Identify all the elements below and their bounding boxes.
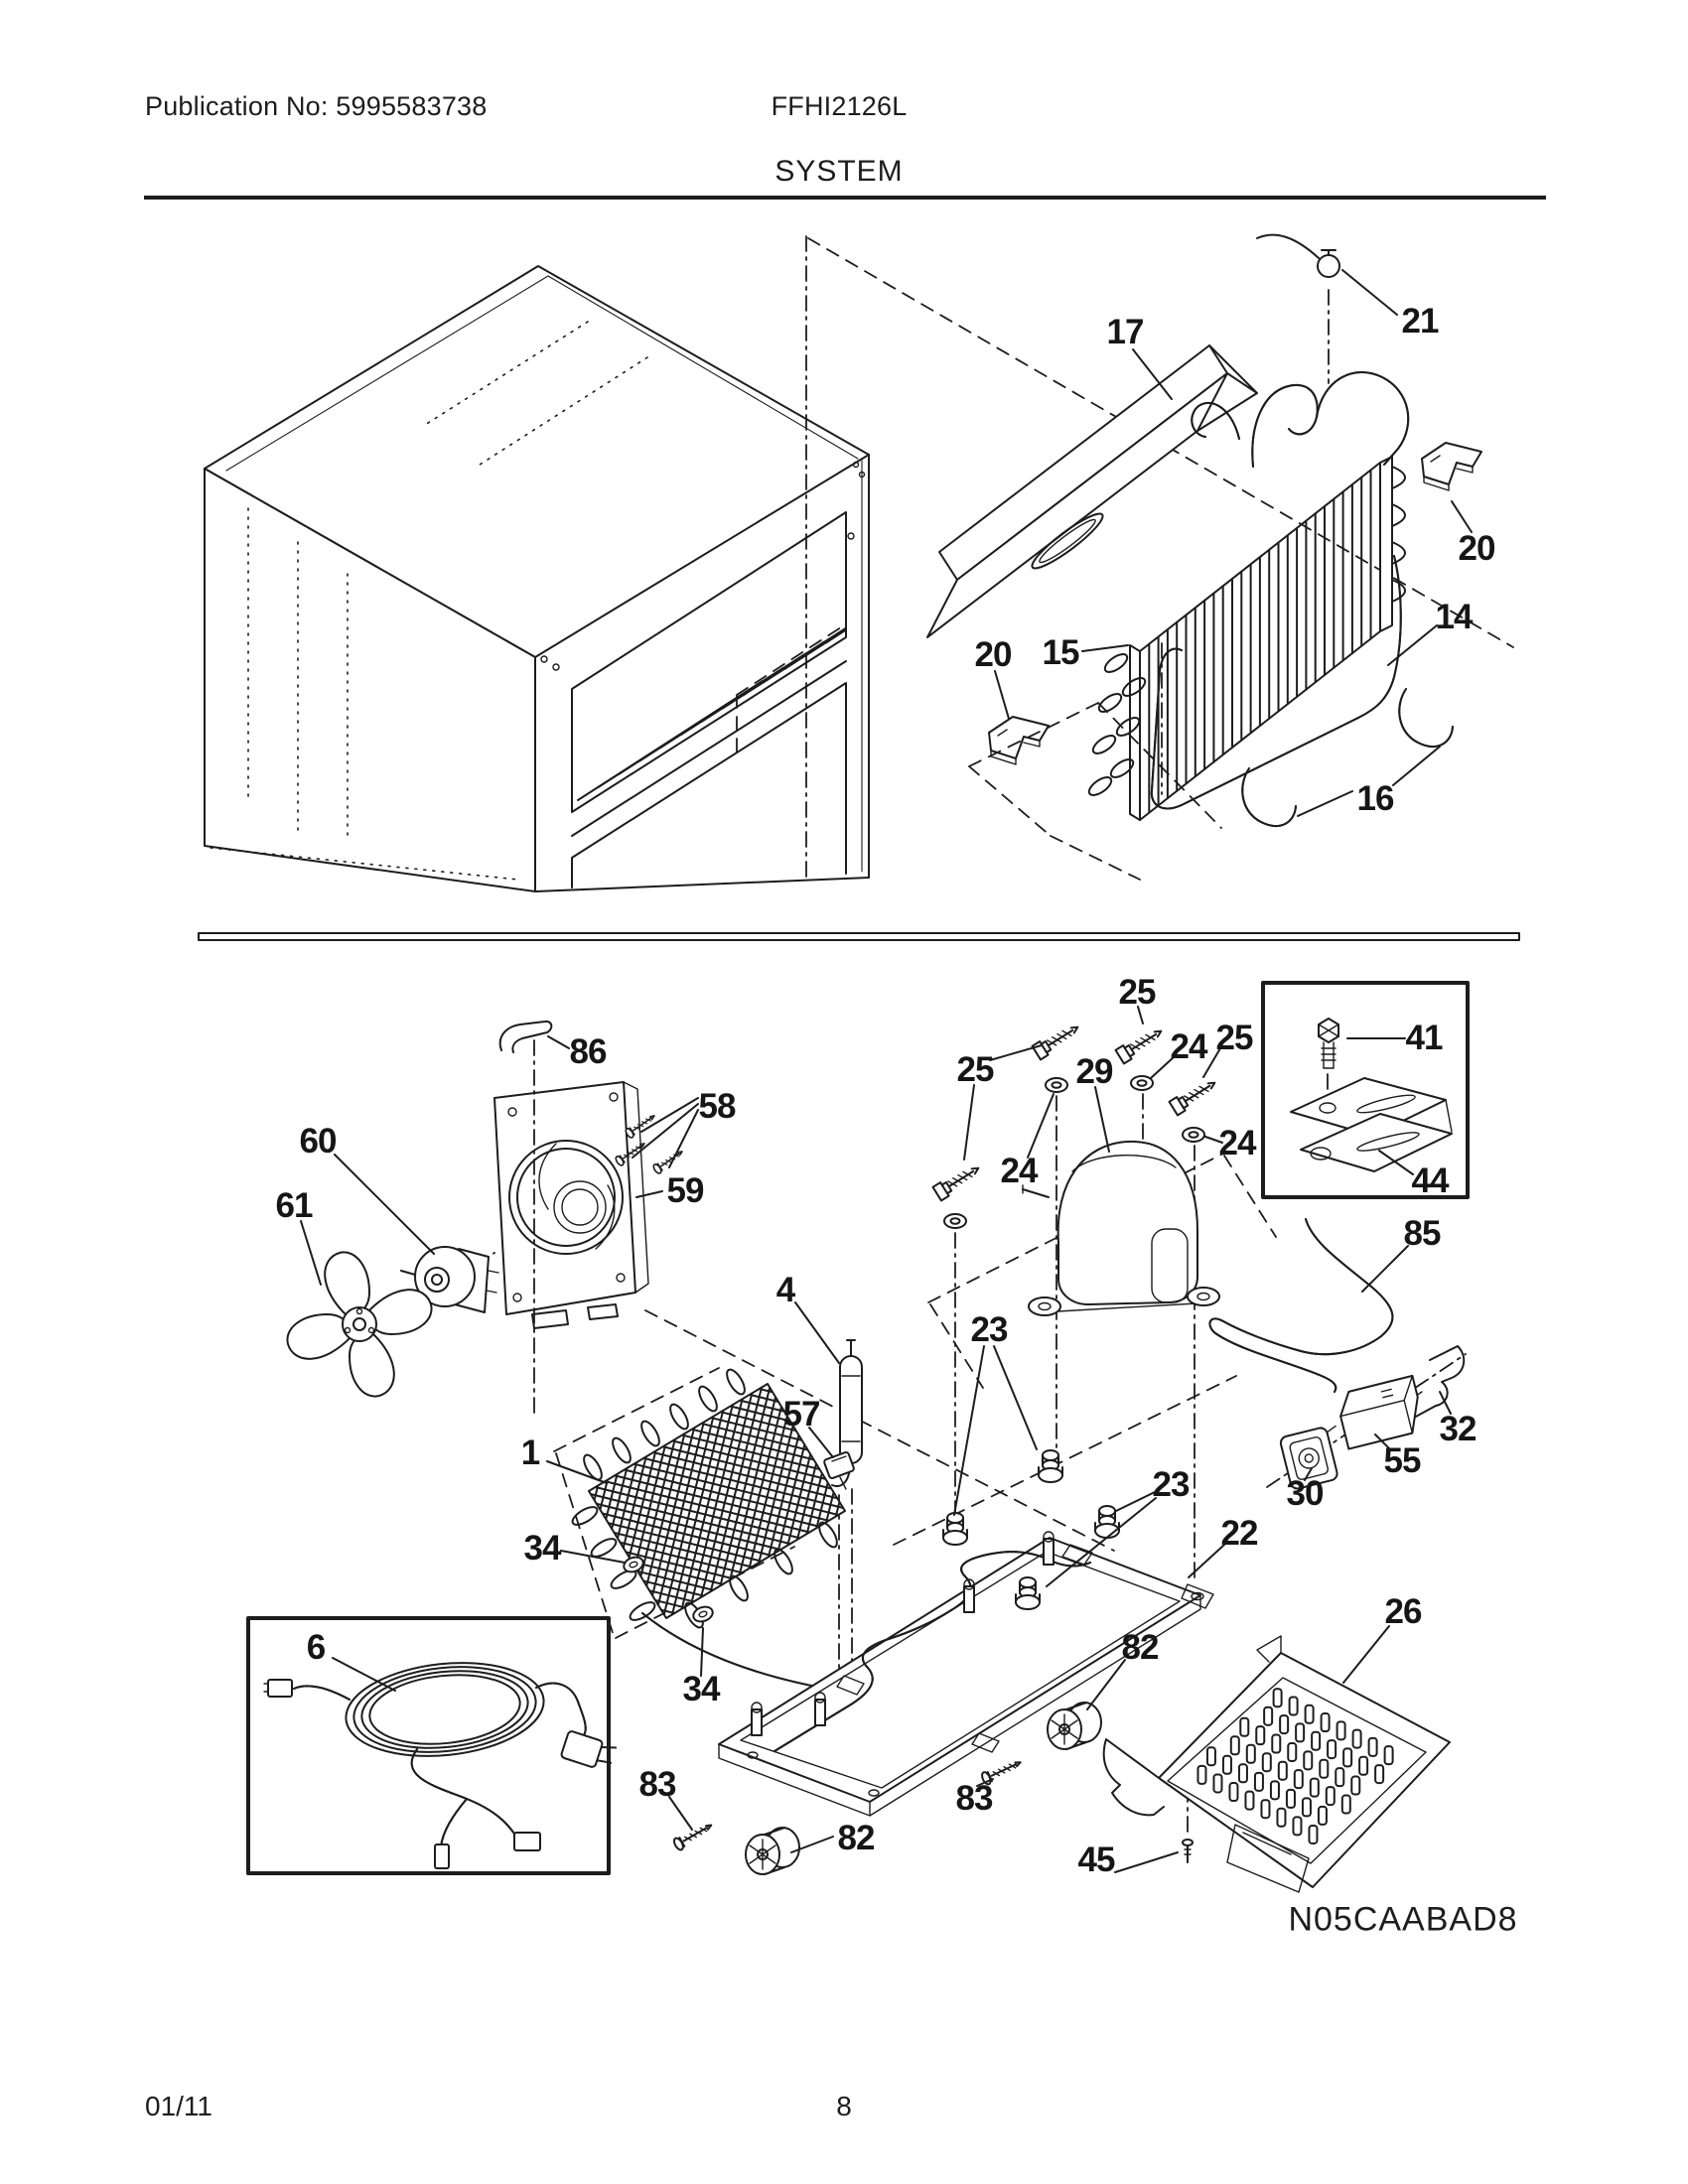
callout-60: 60 <box>299 1122 337 1160</box>
tube-16a <box>1242 768 1296 826</box>
discharge-tube-85 <box>1209 1219 1392 1392</box>
callout-86: 86 <box>569 1032 607 1071</box>
valve-21 <box>1257 235 1339 383</box>
callout-23-bottom: 23 <box>1152 1465 1190 1504</box>
callout-4: 4 <box>775 1271 795 1309</box>
callout-34-upper: 34 <box>523 1529 561 1568</box>
drawing-code: N05CAABAD8 <box>1288 1900 1518 1939</box>
callout-25-top: 25 <box>1118 973 1156 1012</box>
washer-24b <box>1131 1076 1153 1090</box>
callout-32: 32 <box>1439 1410 1477 1448</box>
bracket-20-upper <box>1422 443 1481 490</box>
callout-6: 6 <box>306 1628 326 1667</box>
wire-clip-86 <box>500 1022 552 1052</box>
grommet-23a <box>943 1513 967 1545</box>
grommet-23c <box>1016 1577 1040 1609</box>
callout-41: 41 <box>1405 1019 1443 1057</box>
evaporator-15 <box>1086 457 1405 820</box>
bracket-kit-box <box>1263 983 1468 1197</box>
washer-24d <box>944 1214 966 1228</box>
footer-date: 01/11 <box>145 2091 212 2121</box>
callout-21: 21 <box>1401 302 1439 341</box>
section-divider <box>199 933 1519 940</box>
callout-55: 55 <box>1383 1441 1421 1480</box>
bracket-44 <box>1291 1078 1452 1171</box>
screw-25c <box>1170 1076 1219 1116</box>
power-cord-6 <box>342 1654 549 1765</box>
relay-55 <box>1336 1376 1426 1449</box>
roller-82-left <box>746 1828 799 1874</box>
publication-number: Publication No: 5995583738 <box>145 91 488 121</box>
callout-26: 26 <box>1384 1592 1422 1631</box>
callout-85: 85 <box>1403 1214 1441 1253</box>
callout-15: 15 <box>1042 633 1079 672</box>
drain-pan-26 <box>1104 1636 1450 1892</box>
callout-25-right: 25 <box>1215 1019 1253 1057</box>
callout-25-left: 25 <box>956 1050 994 1089</box>
callout-23-top: 23 <box>970 1310 1008 1349</box>
power-cord-box <box>248 1618 617 1873</box>
callout-14: 14 <box>1435 598 1473 636</box>
callout-16: 16 <box>1356 779 1394 818</box>
callout-24-right: 24 <box>1218 1124 1256 1162</box>
callout-57: 57 <box>782 1395 820 1433</box>
callout-61: 61 <box>275 1186 313 1225</box>
evaporator-assembly <box>927 235 1481 880</box>
screw-58c <box>652 1148 685 1175</box>
overload-30 <box>1279 1425 1347 1490</box>
callout-20-lower: 20 <box>974 635 1012 674</box>
fan-assembly <box>287 1022 684 1397</box>
section-plane <box>806 236 1513 878</box>
screw-45 <box>1183 1840 1193 1862</box>
air-duct-17 <box>927 345 1257 637</box>
grommet-23b <box>1039 1450 1062 1482</box>
callout-82-left: 82 <box>837 1819 875 1857</box>
callout-83-left: 83 <box>638 1765 676 1804</box>
compressor-29 <box>1023 1142 1219 1315</box>
callout-44: 44 <box>1411 1161 1449 1200</box>
refrigerator-cabinet <box>205 266 1011 891</box>
callout-58: 58 <box>698 1087 736 1126</box>
footer-page-number: 8 <box>836 2091 852 2121</box>
screw-83-left <box>672 1820 714 1851</box>
starter-group <box>1279 1346 1464 1490</box>
heater-loop-14 <box>1152 556 1401 808</box>
callout-82-right: 82 <box>1121 1628 1159 1667</box>
machine-compartment <box>248 983 1468 1892</box>
callout-83-right: 83 <box>955 1779 993 1818</box>
screw-25a <box>1033 1021 1082 1060</box>
roller-82-right <box>1048 1703 1101 1749</box>
manual-page: Publication No: 5995583738 FFHI2126L SYSTEM 17 21 20 14 15 20 16 86 58 60 59 61 25 25 24 25 29 24 24 41 44 85 4 23 57 1 23 34 22 6 34 82 26 83 83 82 45 32 55 30 N05CAABAD8 01/11 8 <box>0 0 1688 2184</box>
tube-16b <box>1399 689 1453 747</box>
callout-34-lower: 34 <box>682 1670 720 1708</box>
fan-shroud-59 <box>494 1082 648 1328</box>
callout-59: 59 <box>666 1171 704 1210</box>
callout-30: 30 <box>1286 1474 1324 1513</box>
bracket-20-lower <box>989 717 1049 764</box>
screw-25d <box>933 1161 983 1201</box>
washer-24a <box>1046 1078 1067 1092</box>
callout-17: 17 <box>1106 313 1144 351</box>
callout-1: 1 <box>520 1433 540 1472</box>
wire-bracket-32 <box>1410 1346 1464 1418</box>
callout-24-left: 24 <box>1000 1152 1038 1190</box>
screw-25b <box>1116 1024 1166 1064</box>
bolt-41 <box>1319 1019 1338 1068</box>
washer-24c <box>1183 1128 1204 1142</box>
page-title: SYSTEM <box>774 155 904 188</box>
callout-22: 22 <box>1220 1514 1258 1553</box>
callout-20-upper: 20 <box>1458 529 1495 568</box>
callout-45: 45 <box>1077 1841 1115 1879</box>
callout-24-top: 24 <box>1170 1027 1207 1066</box>
callout-29: 29 <box>1075 1052 1113 1091</box>
